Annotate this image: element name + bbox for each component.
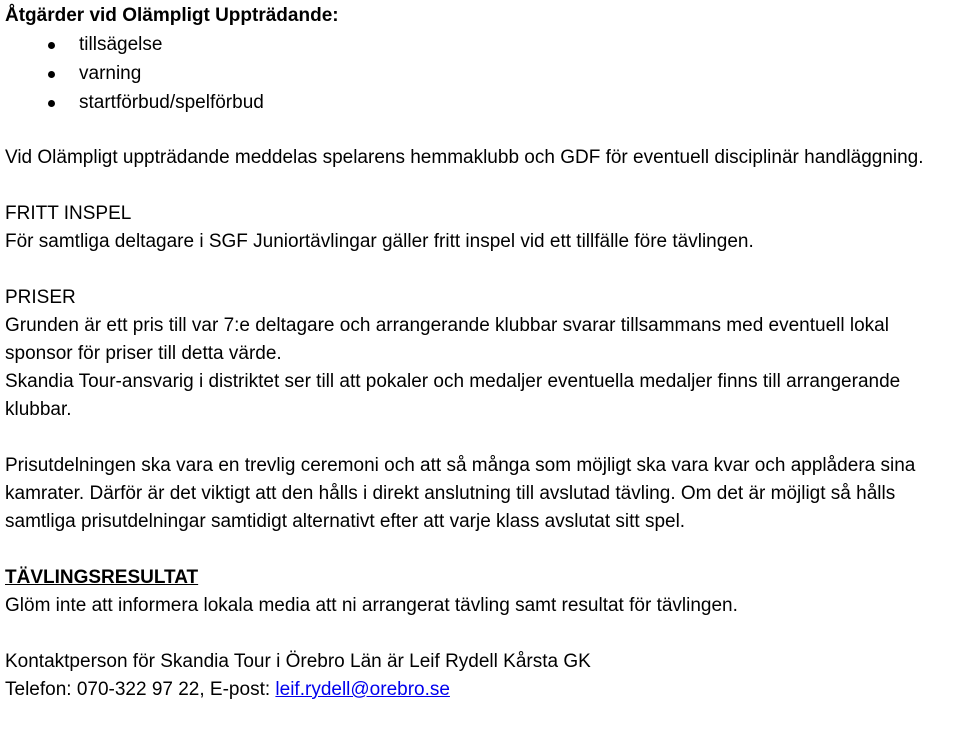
section-title-fritt-inspel: FRITT INSPEL	[5, 203, 132, 224]
priser-paragraph-3: Prisutdelningen ska vara en trevlig ceremoni och att så många som möjligt ska vara kvar och applådera sina kamrater. Därför är det viktigt att den hålls i direkt anslutning till avslutad tävling. Om det är möjligt så hålls samtliga prisutdelningar samtidigt alternativt efter att varje klass avslutat sitt spel.	[5, 455, 916, 532]
fritt-inspel-paragraph: För samtliga deltagare i SGF Juniortävlingar gäller fritt inspel vid ett tillfälle före tävlingen.	[5, 231, 754, 252]
list-item-label: varning	[79, 63, 142, 84]
list-item	[5, 59, 960, 88]
list-item	[5, 88, 960, 117]
priser-paragraph-2: Skandia Tour-ansvarig i distriktet ser till att pokaler och medaljer eventuella medaljer finns till arrangerande klubbar.	[5, 371, 901, 420]
contact-details	[5, 676, 960, 704]
section-title-priser: PRISER	[5, 287, 76, 308]
list-item	[5, 30, 960, 59]
actions-list	[5, 30, 960, 117]
page-heading: Åtgärder vid Olämpligt Uppträdande:	[5, 5, 339, 26]
list-item-label: tillsägelse	[79, 34, 163, 55]
email-link[interactable]: leif.rydell@orebro.se	[275, 679, 450, 700]
section-title-tavlingsresultat: TÄVLINGSRESULTAT	[5, 567, 199, 588]
bullet-icon	[48, 100, 55, 107]
contact-person: Kontaktperson för Skandia Tour i Örebro Län är Leif Rydell Kårsta GK	[5, 651, 591, 672]
disciplinary-paragraph: Vid Olämpligt uppträdande meddelas spelarens hemmaklubb och GDF för eventuell disciplinär handläggning.	[5, 147, 924, 168]
bullet-icon	[48, 71, 55, 78]
tavlingsresultat-paragraph: Glöm inte att informera lokala media att ni arrangerat tävling samt resultat för tävlingen.	[5, 595, 738, 616]
bullet-icon	[48, 42, 55, 49]
list-item-label: startförbud/spelförbud	[79, 92, 264, 113]
priser-paragraph-1: Grunden är ett pris till var 7:e deltagare och arrangerande klubbar svarar tillsammans med eventuell lokal sponsor för priser till detta värde.	[5, 315, 889, 364]
phone-text: Telefon: 070-322 97 22, E-post:	[5, 679, 276, 700]
